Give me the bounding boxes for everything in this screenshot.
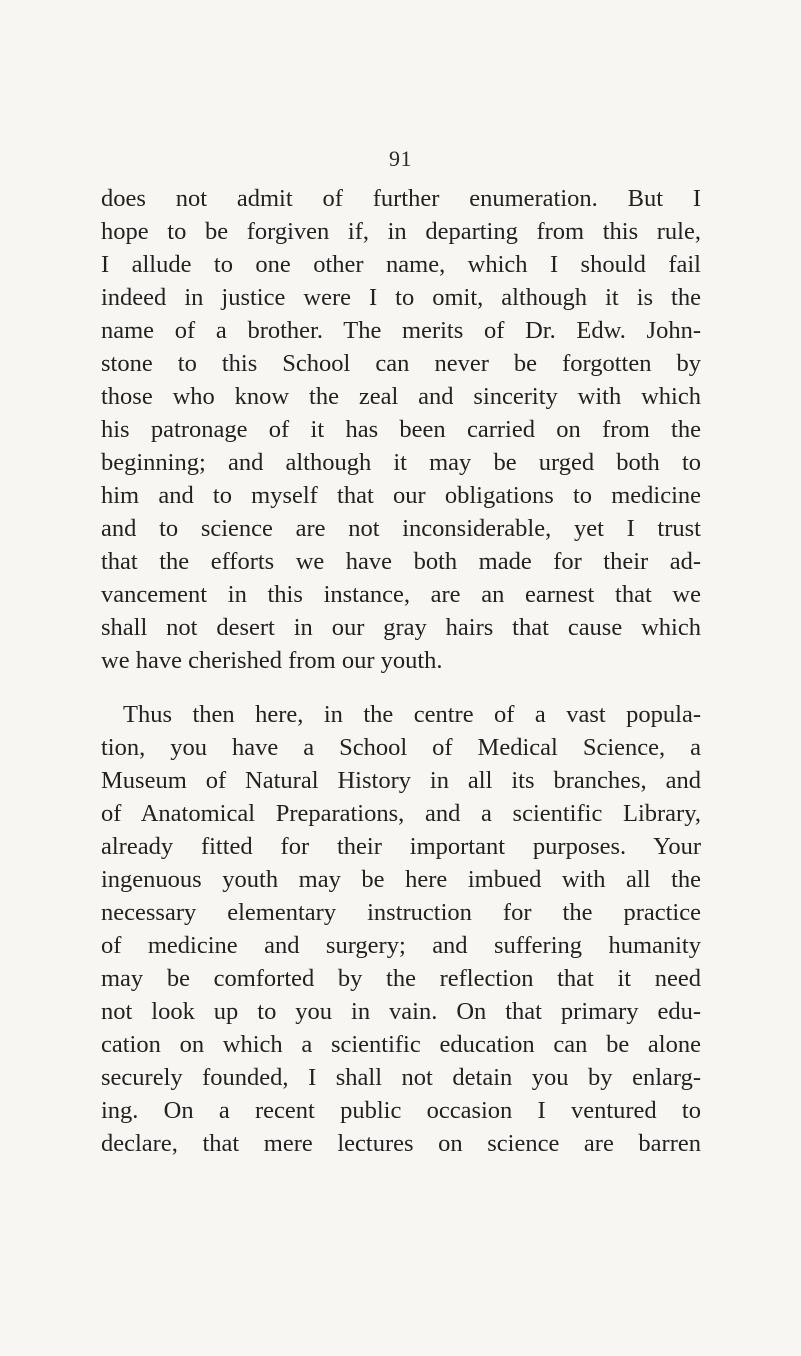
- text-line: those who know the zeal and sincerity with which: [101, 383, 701, 410]
- text-line: him and to myself that our obligations to medicine: [101, 482, 701, 509]
- paragraph-gap: [101, 677, 701, 698]
- text-line: hope to be forgiven if, in departing from this rule,: [101, 218, 701, 245]
- text-line: tion, you have a School of Medical Science, a: [101, 734, 701, 761]
- text-line: indeed in justice were I to omit, although it is the: [101, 284, 701, 311]
- text-line: and to science are not inconsiderable, yet I trust: [101, 515, 701, 542]
- text-line: Thus then here, in the centre of a vast popula-: [123, 701, 701, 728]
- text-line: that the efforts we have both made for their ad-: [101, 548, 701, 575]
- text-line: not look up to you in vain. On that primary edu-: [101, 998, 701, 1025]
- page-number: 91: [389, 146, 412, 171]
- text-line: vancement in this instance, are an earnest that we: [101, 581, 701, 608]
- text-line: of Anatomical Preparations, and a scientific Library,: [101, 800, 701, 827]
- text-line: ing. On a recent public occasion I ventured to: [101, 1097, 701, 1124]
- text-line: may be comforted by the reflection that it need: [101, 965, 701, 992]
- paragraph: [101, 182, 701, 677]
- text-line: already fitted for their important purposes. Your: [101, 833, 701, 860]
- text-line: beginning; and although it may be urged both to: [101, 449, 701, 476]
- text-line: of medicine and surgery; and suffering humanity: [101, 932, 701, 959]
- text-line: ingenuous youth may be here imbued with all the: [101, 866, 701, 893]
- text-line: shall not desert in our gray hairs that cause which: [101, 614, 701, 641]
- text-line: stone to this School can never be forgotten by: [101, 350, 701, 377]
- text-line: securely founded, I shall not detain you by enlarg-: [101, 1064, 701, 1091]
- text-line: I allude to one other name, which I should fail: [101, 251, 701, 278]
- text-line: name of a brother. The merits of Dr. Edw. John-: [101, 317, 701, 344]
- text-line: necessary elementary instruction for the practice: [101, 899, 701, 926]
- text-line: we have cherished from our youth.: [101, 647, 443, 674]
- text-line: Museum of Natural History in all its branches, and: [101, 767, 701, 794]
- text-line: does not admit of further enumeration. But I: [101, 185, 701, 212]
- text-line: cation on which a scientific education can be alone: [101, 1031, 701, 1058]
- text-line: his patronage of it has been carried on from the: [101, 416, 701, 443]
- body-text: [101, 182, 701, 1160]
- paragraph: [101, 698, 701, 1160]
- text-line: declare, that mere lectures on science are barren: [101, 1130, 701, 1157]
